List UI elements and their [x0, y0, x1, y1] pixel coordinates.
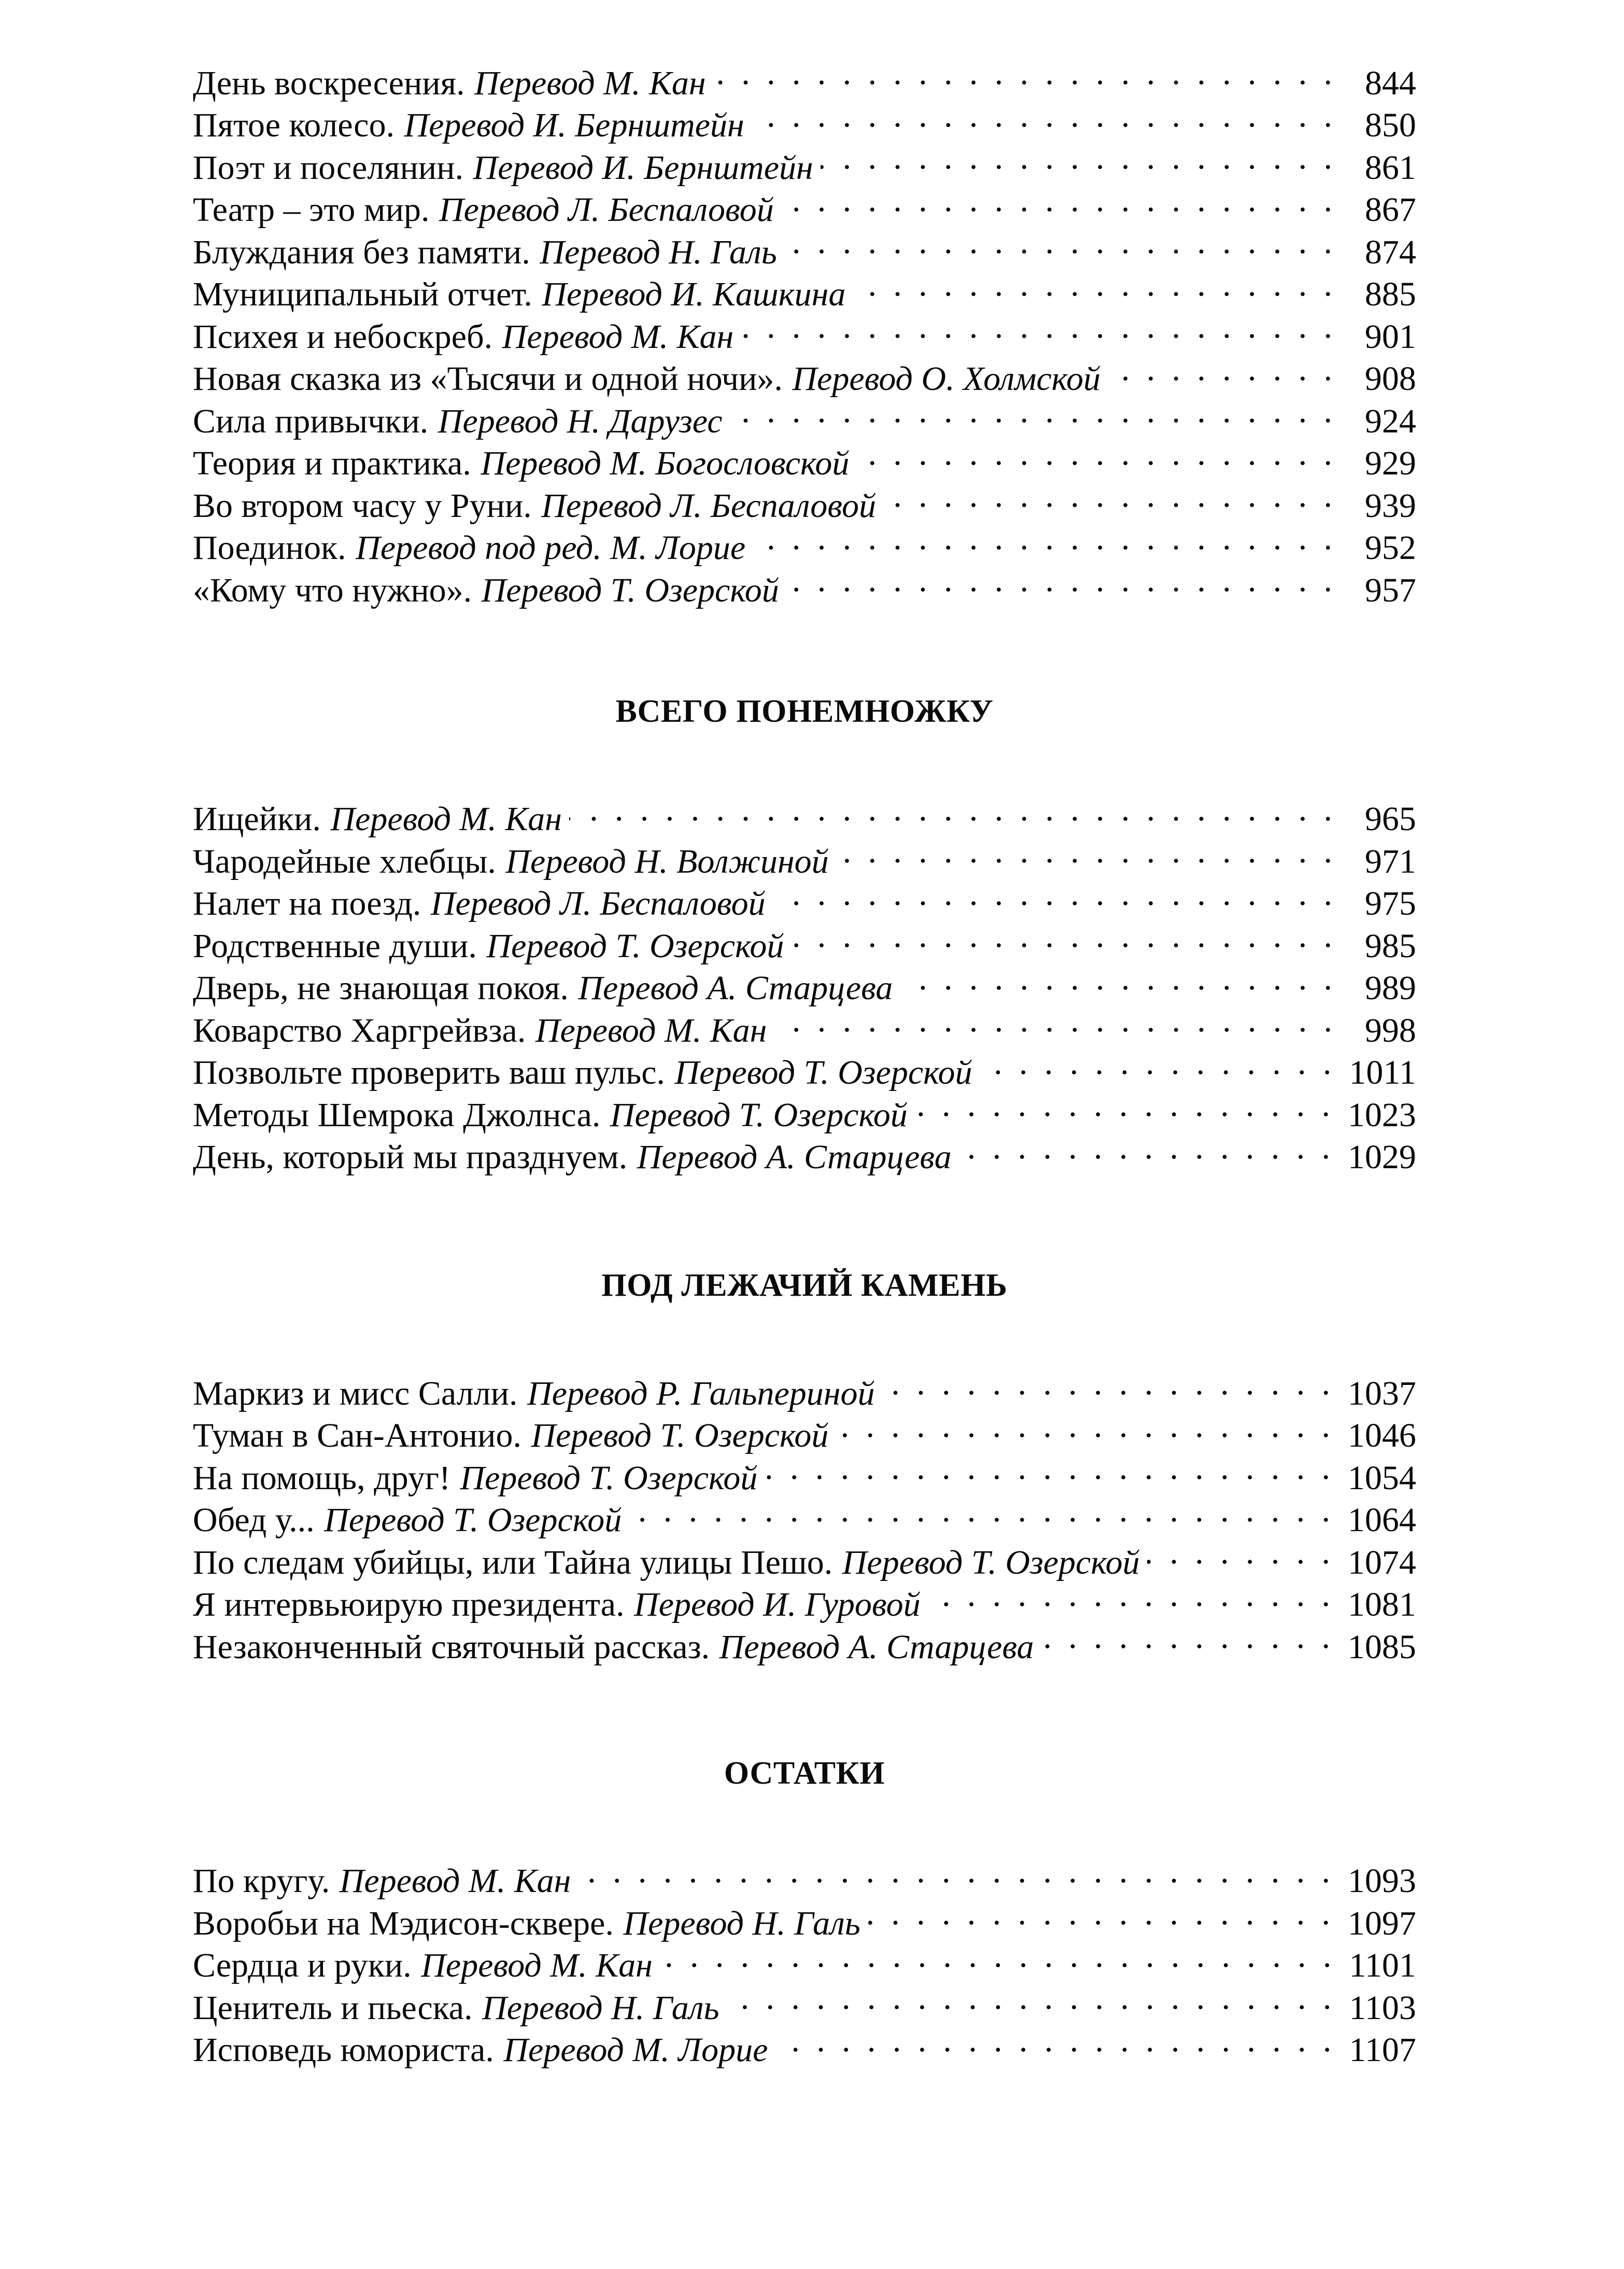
- dot-leader: [727, 1977, 1336, 2019]
- toc-section-1-list: [193, 788, 1416, 1176]
- entry-translator: Перевод А. Старцева: [719, 1628, 1034, 1666]
- entry-title: Блуждания без памяти.: [193, 233, 530, 271]
- entry-page-number: 850: [1365, 106, 1416, 144]
- dot-leader: [900, 957, 1336, 1000]
- entry-title: Теория и практика.: [193, 444, 471, 482]
- entry-translator: Перевод М. Лорие: [503, 2031, 768, 2069]
- entry-translator: Перевод М. Кан: [535, 1011, 767, 1049]
- entry-page-number: 1097: [1348, 1904, 1416, 1942]
- entry-translator: Перевод Л. Беспаловой: [541, 486, 877, 525]
- entry-page-number: 1023: [1348, 1096, 1416, 1134]
- entry-translator: Перевод М. Богословской: [481, 444, 850, 482]
- entry-page-number: 1046: [1348, 1417, 1416, 1454]
- entry-translator: Перевод Т. Озерской: [674, 1054, 972, 1091]
- entry-page-number: 1085: [1348, 1628, 1416, 1666]
- entry-page-number: 1107: [1349, 2031, 1416, 2069]
- dot-leader: [660, 1935, 1336, 1977]
- dot-leader: [781, 179, 1336, 221]
- dot-leader: [979, 1042, 1335, 1084]
- entry-title: Психея и небоскреб.: [193, 317, 493, 356]
- entry-translator: Перевод И. Бернштейн: [473, 148, 813, 187]
- entry-translator: Перевод М. Кан: [339, 1862, 571, 1900]
- entry-page-number: 885: [1365, 275, 1416, 313]
- entry-translator: Перевод А. Старцева: [578, 969, 893, 1007]
- entry-title: Поэт и поселянин.: [193, 148, 464, 187]
- entry-translator: Перевод М. Кан: [474, 64, 706, 102]
- entry-title: По кругу.: [193, 1862, 330, 1900]
- dot-leader: [821, 136, 1336, 179]
- entry-translator: Перевод Т. Озерской: [842, 1543, 1140, 1581]
- entry-page-number: 939: [1365, 486, 1416, 525]
- dot-leader: [784, 221, 1336, 263]
- entry-page-number: 985: [1365, 927, 1416, 965]
- entry-title: Маркиз и мисс Салли.: [193, 1374, 518, 1412]
- entry-title: Методы Шемрока Джолнса.: [193, 1096, 601, 1134]
- dot-leader: [1041, 1616, 1334, 1658]
- entry-page-number: 844: [1365, 64, 1416, 102]
- entry-title: По следам убийцы, или Тайна улицы Пешо.: [193, 1543, 833, 1581]
- dot-leader: [836, 1405, 1334, 1447]
- entry-translator: Перевод Т. Озерской: [324, 1501, 622, 1539]
- entry-title: Коварство Харгрейвза.: [193, 1011, 526, 1049]
- entry-title: Ищейки.: [193, 800, 321, 838]
- entry-title: Чародейные хлебцы.: [193, 842, 496, 880]
- dot-leader: [753, 517, 1336, 559]
- entry-translator: Перевод О. Холмской: [792, 360, 1100, 398]
- dot-leader: [752, 94, 1336, 137]
- entry-translator: Перевод под ред. М. Лорие: [356, 529, 746, 567]
- entry-title: День воскресения.: [193, 64, 465, 102]
- entry-page-number: 1011: [1349, 1054, 1416, 1091]
- dot-leader: [928, 1574, 1334, 1616]
- entry-title: Новая сказка из «Тысячи и одной ночи».: [193, 360, 783, 398]
- entry-page-number: 867: [1365, 191, 1416, 229]
- dot-leader: [853, 263, 1336, 306]
- entry-translator: Перевод Р. Гальпериной: [527, 1374, 875, 1412]
- entry-title: Незаконченный святочный рассказ.: [193, 1628, 710, 1666]
- dot-leader: [883, 474, 1336, 517]
- dot-leader: [773, 873, 1336, 915]
- entry-page-number: 998: [1365, 1011, 1416, 1049]
- entry-page-number: 1054: [1348, 1459, 1416, 1497]
- section-heading: ОСТАТКИ: [724, 1755, 885, 1791]
- entry-translator: Перевод И. Гуровой: [634, 1586, 921, 1623]
- entry-title: Исповедь юмориста.: [193, 2031, 494, 2069]
- entry-title: Родственные души.: [193, 927, 477, 965]
- entry-title: Пятое колесо.: [193, 106, 395, 144]
- dot-leader: [836, 830, 1336, 873]
- entry-page-number: 1074: [1348, 1543, 1416, 1581]
- entry-title: Во втором часу у Руни.: [193, 486, 532, 525]
- entry-title: Позвольте проверить ваш пульс.: [193, 1054, 666, 1091]
- dot-leader: [786, 559, 1336, 601]
- entry-title: «Кому что нужно».: [193, 571, 472, 609]
- entry-translator: Перевод Н. Галь: [482, 1988, 719, 2027]
- dot-leader: [775, 2019, 1335, 2062]
- entry-title: Туман в Сан-Антонио.: [193, 1417, 521, 1454]
- entry-title: Театр – это мир.: [193, 191, 430, 229]
- entry-translator: Перевод Т. Озерской: [460, 1459, 758, 1497]
- entry-page-number: 965: [1365, 800, 1416, 838]
- toc-section-2-list: [193, 1362, 1416, 1666]
- dot-leader: [882, 1362, 1334, 1405]
- dot-leader: [569, 788, 1336, 831]
- dot-leader: [741, 305, 1336, 348]
- entry-translator: Перевод А. Старцева: [637, 1138, 952, 1176]
- dot-leader: [1108, 348, 1336, 390]
- entry-translator: Перевод И. Бернштейн: [404, 106, 744, 144]
- dot-leader: [629, 1489, 1334, 1532]
- entry-title: Муниципальный отчет.: [193, 275, 532, 313]
- entry-page-number: 929: [1365, 444, 1416, 482]
- entry-page-number: 952: [1365, 529, 1416, 567]
- toc-entry: [193, 52, 1416, 102]
- entry-translator: Перевод Т. Озерской: [486, 927, 784, 965]
- dot-leader: [765, 1447, 1334, 1489]
- dot-leader: [915, 1084, 1334, 1126]
- entry-title: Обед у...: [193, 1501, 315, 1539]
- section-heading: ПОД ЛЕЖАЧИЙ КАМЕНЬ: [601, 1268, 1008, 1303]
- dot-leader: [856, 432, 1336, 475]
- dot-leader: [791, 915, 1336, 957]
- entry-translator: Перевод Т. Озерской: [481, 571, 779, 609]
- entry-translator: Перевод Л. Беспаловой: [439, 191, 774, 229]
- entry-page-number: 861: [1365, 148, 1416, 187]
- entry-page-number: 975: [1365, 885, 1416, 922]
- entry-translator: Перевод М. Кан: [502, 317, 734, 356]
- entry-page-number: 1101: [1349, 1946, 1416, 1984]
- entry-title: Сердца и руки.: [193, 1946, 412, 1984]
- toc-entry: [193, 1362, 1416, 1412]
- entry-translator: Перевод И. Кашкина: [542, 275, 846, 313]
- entry-translator: Перевод Н. Галь: [540, 233, 777, 271]
- entry-page-number: 971: [1365, 842, 1416, 880]
- entry-page-number: 1093: [1348, 1862, 1416, 1900]
- entry-page-number: 1037: [1348, 1374, 1416, 1412]
- entry-translator: Перевод Н. Галь: [623, 1904, 860, 1942]
- entry-title: День, который мы празднуем.: [193, 1138, 628, 1176]
- entry-page-number: 874: [1365, 233, 1416, 271]
- entry-title: Воробьи на Мэдисон-сквере.: [193, 1904, 614, 1942]
- entry-title: Налет на поезд.: [193, 885, 421, 922]
- dot-leader: [713, 52, 1336, 94]
- entry-translator: Перевод Н. Дарузес: [437, 402, 723, 440]
- entry-translator: Перевод Л. Беспаловой: [430, 885, 766, 922]
- toc-page: [193, 52, 1416, 2069]
- section-heading: ВСЕГО ПОНЕМНОЖКУ: [615, 693, 994, 729]
- entry-translator: Перевод М. Кан: [421, 1946, 653, 1984]
- entry-page-number: 1064: [1348, 1501, 1416, 1539]
- entry-translator: Перевод Т. Озерской: [610, 1096, 908, 1134]
- entry-translator: Перевод Н. Волжиной: [505, 842, 829, 880]
- entry-page-number: 1029: [1348, 1138, 1416, 1176]
- entry-page-number: 901: [1365, 317, 1416, 356]
- entry-page-number: 908: [1365, 360, 1416, 398]
- entry-title: На помощь, друг!: [193, 1459, 450, 1497]
- dot-leader: [959, 1126, 1334, 1169]
- entry-title: Ценитель и пьеска.: [193, 1988, 473, 2027]
- toc-entry: [193, 788, 1416, 838]
- entry-page-number: 1081: [1348, 1586, 1416, 1623]
- entry-title: Поединок.: [193, 529, 346, 567]
- entry-translator: Перевод Т. Озерской: [531, 1417, 829, 1454]
- entry-title: Я интервьюирую президента.: [193, 1586, 625, 1623]
- dot-leader: [868, 1892, 1334, 1935]
- dot-leader: [578, 1850, 1334, 1893]
- entry-title: Дверь, не знающая покоя.: [193, 969, 569, 1007]
- entry-page-number: 1103: [1349, 1988, 1416, 2027]
- entry-page-number: 989: [1365, 969, 1416, 1007]
- entry-title: Сила привычки.: [193, 402, 429, 440]
- toc-section-0-list: [193, 52, 1416, 609]
- toc-entry: [193, 1850, 1416, 1900]
- entry-page-number: 957: [1365, 571, 1416, 609]
- entry-translator: Перевод М. Кан: [330, 800, 562, 838]
- entry-page-number: 924: [1365, 402, 1416, 440]
- dot-leader: [730, 390, 1336, 432]
- dot-leader: [774, 999, 1336, 1042]
- toc-section-3-list: [193, 1850, 1416, 2069]
- dot-leader: [1147, 1531, 1334, 1574]
